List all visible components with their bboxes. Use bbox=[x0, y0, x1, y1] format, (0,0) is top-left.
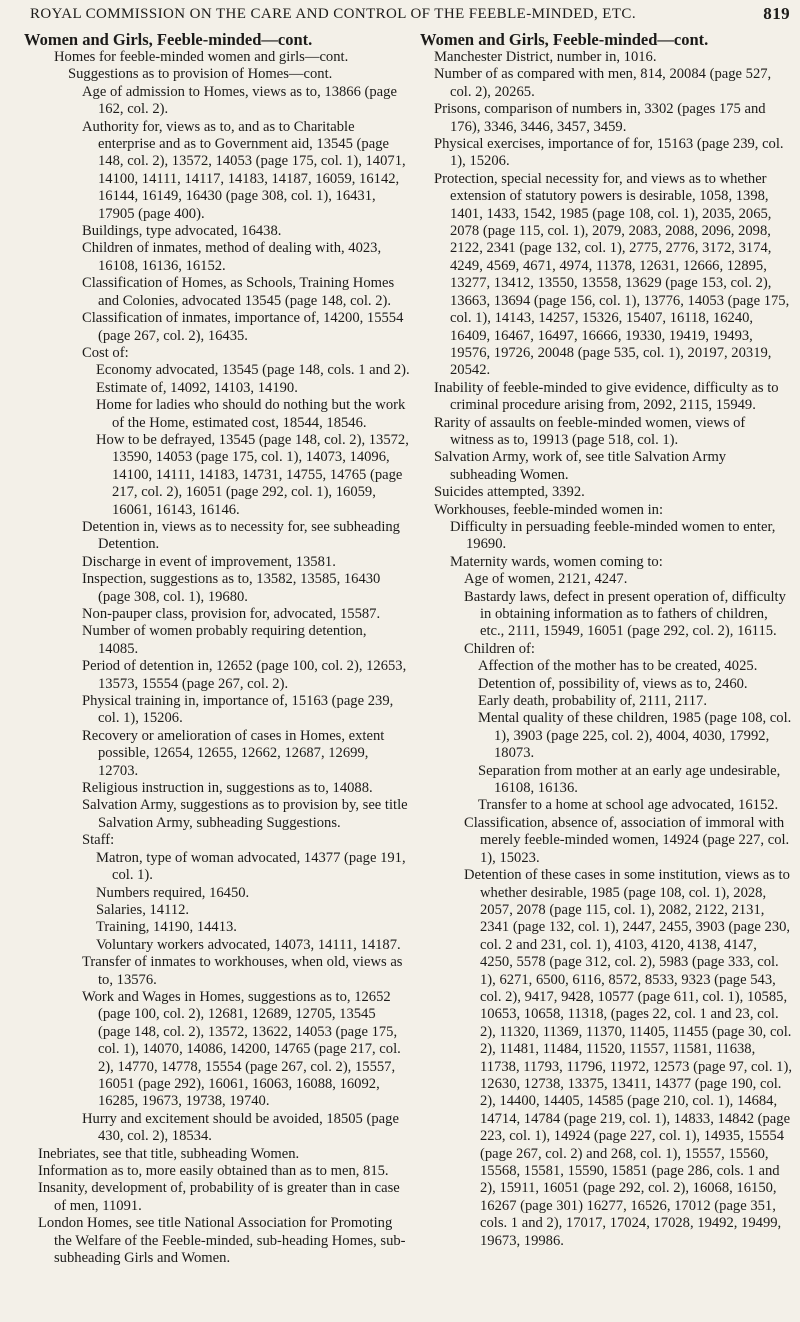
index-entry: Matron, type of woman advocated, 14377 (page 191, col. 1). bbox=[96, 849, 406, 884]
index-entry: Transfer to a home at school age advocated, 16152. bbox=[478, 797, 779, 814]
index-entry: Maternity wards, women coming to: bbox=[450, 553, 663, 570]
index-entry: Rarity of assaults on feeble-minded women, views of witness as to, 19913 (page 518, col. 1). bbox=[434, 414, 746, 448]
index-entry: Voluntary workers advocated, 14073, 14111, 14187. bbox=[96, 936, 401, 953]
index-entry: Non-pauper class, provision for, advocated, 15587. bbox=[82, 606, 381, 622]
right-column-heading: Women and Girls, Feeble-minded—cont. bbox=[420, 30, 709, 49]
index-entry: Estimate of, 14092, 14103, 14190. bbox=[96, 379, 298, 396]
index-entry: Suggestions as to provision of Homes—cont. bbox=[68, 66, 333, 83]
index-entry: Inability of feeble-minded to give evidence, difficulty as to criminal procedure arising from, 2092, 2115, 15949. bbox=[434, 379, 779, 414]
index-entry: Workhouses, feeble-minded women in: bbox=[434, 501, 664, 518]
running-head-title: ROYAL COMMISSION ON THE CARE AND CONTROL OF THE FEEBLE-MINDED, ETC. bbox=[30, 6, 636, 22]
index-entry: Affection of the mother has to be created, 4025. bbox=[478, 658, 758, 675]
index-entry: Period of detention in, 12652 (page 100, col. 2), 12653, 13573, 15554 (page 267, col. 2). bbox=[82, 658, 407, 692]
index-entry: Cost of: bbox=[82, 344, 129, 361]
index-entry: Difficulty in persuading feeble-minded women to enter, 19690. bbox=[450, 518, 776, 553]
index-entry: Work and Wages in Homes, suggestions as to, 12652 (page 100, col. 2), 12681, 12689, 12705, 13545 (page 148, col. 2), 13572, 13622, 14053 (page 175, col. 1), 14070, 14086, 14200, 14765 (page 217, col. 2), 14770, 14778, 15554 (page 267, col. 2), 15557, 16051 (page 292), 16061, 16063, 16088, 16092, 16285, 19673, 19738, 19740. bbox=[82, 988, 401, 1110]
index-entry: How to be defrayed, 13545 (page 148, col. 2), 13572, 13590, 14053 (page 175, col. 1), 14073, 14096, 14100, 14111, 14183, 14731, 14755, 14765 (page 217, col. 2), 16051 (page 292, col. 1), 16059, 16061, 16143, 16146. bbox=[96, 431, 409, 518]
running-head bbox=[30, 2, 790, 28]
index-entry: Religious instruction in, suggestions as to, 14088. bbox=[82, 780, 373, 797]
index-entry: Suicides attempted, 3392. bbox=[434, 484, 585, 501]
index-entry: Detention of these cases in some institution, views as to whether desirable, 1985 (page 108, col. 1), 2028, 2057, 2078 (page 115, col. 1), 2082, 2122, 2131, 2341 (page 132, col. 1), 2447, 2455, 3903 (page 230, col. 2 and 231, col. 1), 4103, 4120, 4138, 4147, 4250, 5578 (page 312, col. 2), 5983 (page 333, col. 1), 6271, 6500, 6116, 8572, 8533, 9323 (page 543, col. 2), 9417, 9428, 10577 (page 611, col. 1), 10585, 10653, 10658, 11318, (pages 22, col. 1 and 23, col. 2), 11320, 11369, 11370, 11405, 11455 (page 30, col. 2), 11481, 11484, 11520, 11557, 11581, 11638, 11738, 11793, 11796, 11972, 12573 (page 97, col. 1), 12630, 12738, 13375, 13411, 14377 (page 190, col. 2), 14400, 14405, 14585 (page 210, col. 1), 14684, 14714, 14784 (page 219, col. 1), 14833, 14842 (page 223, col. 1), 14924 (page 227, col. 1), 14935, 15554 (page 267, col. 2) and 268, col. 1), 15557, 15560, 15568, 15581, 15590, 15851 (page 286, cols. 1 and 2), 15911, 16051 (page 292, col. 2), 16068, 16150, 16267 (page 301) 16277, 16526, 17012 (page 351, cols. 1 and 2), 17017, 17024, 17028, 19492, 19499, 19673, 19986. bbox=[464, 867, 792, 1249]
index-entry: Prisons, comparison of numbers in, 3302 (pages 175 and 176), 3346, 3446, 3457, 3459. bbox=[434, 101, 766, 135]
index-entry: Age of admission to Homes, views as to, 13866 (page 162, col. 2). bbox=[82, 83, 397, 118]
index-entry: Detention in, views as to necessity for, see subheading Detention. bbox=[82, 518, 400, 553]
index-entry: Protection, special necessity for, and views as to whether extension of statutory powers is desirable, 1058, 1398, 1401, 1433, 1542, 1985 (page 108, col. 1), 2035, 2065, 2078 (page 115, col. 1), 2079, 2083, 2088, 2096, 2098, 2122, 2341 (page 132, col. 1), 2775, 2776, 3172, 3174, 4249, 4569, 4671, 4974, 11378, 12631, 12666, 12895, 13277, 13412, 13550, 13558, 13629 (page 153, col. 2), 13663, 13694 (page 156, col. 1), 13776, 14053 (page 175, col. 1), 14143, 14257, 15326, 15407, 16118, 16240, 16409, 16467, 16497, 16666, 19330, 19419, 19493, 19576, 19726, 20048 (page 535, col. 1), 20197, 20319, 20542. bbox=[434, 170, 790, 379]
index-entry: Staff: bbox=[82, 832, 115, 849]
index-entry: Discharge in event of improvement, 13581. bbox=[82, 553, 336, 570]
index-entry: Detention of, possibility of, views as to, 2460. bbox=[478, 675, 748, 692]
index-entry: Numbers required, 16450. bbox=[96, 884, 250, 901]
index-entry: Authority for, views as to, and as to Charitable enterprise and as to Government aid, 13545 (page 148, col. 2), 13572, 14053 (page 175, col. 1), 14071, 14100, 14111, 14117, 14183, 14187, 16059, 16142, 16144, 16149, 16430 (page 308, col. 1), 16431, 17905 (page 400). bbox=[82, 118, 406, 222]
index-entry: Hurry and excitement should be avoided, 18505 (page 430, col. 2), 18534. bbox=[82, 1110, 399, 1145]
index-entry: Manchester District, number in, 1016. bbox=[434, 49, 657, 65]
index-entry: Physical exercises, importance of for, 15163 (page 239, col. 1), 15206. bbox=[434, 136, 784, 170]
right-column bbox=[420, 30, 792, 1250]
index-entry: Children of: bbox=[464, 640, 535, 657]
index-entry: Inebriates, see that title, subheading Women. bbox=[38, 1145, 300, 1162]
index-entry: Classification, absence of, association of immoral with merely feeble-minded women, 14924 (page 227, col. 1), 15023. bbox=[464, 814, 790, 866]
index-entry: Transfer of inmates to workhouses, when old, views as to, 13576. bbox=[82, 954, 403, 988]
right-entry-list bbox=[434, 49, 792, 1250]
index-entry: Number of women probably requiring detention, 14085. bbox=[82, 623, 367, 657]
index-entry: Insanity, development of, probability of is greater than in case of men, 11091. bbox=[38, 1180, 400, 1214]
page-number: 819 bbox=[763, 4, 790, 23]
left-column bbox=[24, 30, 410, 1267]
index-entry: Salvation Army, work of, see title Salvation Army subheading Women. bbox=[434, 449, 727, 483]
index-entry: Classification of Homes, as Schools, Training Homes and Colonies, advocated 13545 (page 148, col. 2). bbox=[82, 275, 395, 309]
index-entry: Age of women, 2121, 4247. bbox=[464, 571, 628, 588]
index-entry: Inspection, suggestions as to, 13582, 13585, 16430 (page 308, col. 1), 19680. bbox=[82, 571, 381, 605]
index-entry: Separation from mother at an early age undesirable, 16108, 16136. bbox=[478, 762, 781, 797]
index-entry: Mental quality of these children, 1985 (page 108, col. 1), 3903 (page 225, col. 2), 4004, 4030, 17992, 18073. bbox=[478, 710, 792, 762]
index-entry: Number of as compared with men, 814, 20084 (page 527, col. 2), 20265. bbox=[434, 66, 772, 100]
index-entry: Early death, probability of, 2111, 2117. bbox=[478, 693, 707, 710]
index-entry: Training, 14190, 14413. bbox=[96, 919, 237, 936]
index-entry: Classification of inmates, importance of, 14200, 15554 (page 267, col. 2), 16435. bbox=[82, 310, 404, 344]
index-entry: London Homes, see title National Association for Promoting the Welfare of the Feeble-minded, sub-heading Homes, sub-subheading Girls and Women. bbox=[38, 1215, 406, 1267]
index-entry: Information as to, more easily obtained than as to men, 815. bbox=[38, 1163, 389, 1179]
index-entry: Bastardy laws, defect in present operation of, difficulty in obtaining information as to fathers of children, etc., 2111, 15949, 16051 (page 292, col. 2), 16115. bbox=[464, 588, 786, 640]
index-entry: Home for ladies who should do nothing but the work of the Home, estimated cost, 18544, 18546. bbox=[96, 397, 406, 431]
index-entry: Buildings, type advocated, 16438. bbox=[82, 223, 282, 240]
index-entry: Salaries, 14112. bbox=[96, 901, 190, 918]
index-entry: Physical training in, importance of, 15163 (page 239, col. 1), 15206. bbox=[82, 693, 394, 727]
index-entry: Economy advocated, 13545 (page 148, cols. 1 and 2). bbox=[96, 362, 410, 379]
index-entry: Children of inmates, method of dealing with, 4023, 16108, 16136, 16152. bbox=[82, 240, 382, 274]
index-entry: Homes for feeble-minded women and girls—cont. bbox=[54, 49, 349, 65]
index-entry: Recovery or amelioration of cases in Homes, extent possible, 12654, 12655, 12662, 12687, 12699, 12703. bbox=[82, 727, 385, 779]
left-entry-list bbox=[38, 49, 410, 1267]
index-entry: Salvation Army, suggestions as to provision by, see title Salvation Army, subheading Suggestions. bbox=[82, 797, 408, 831]
left-column-heading: Women and Girls, Feeble-minded—cont. bbox=[24, 30, 313, 49]
